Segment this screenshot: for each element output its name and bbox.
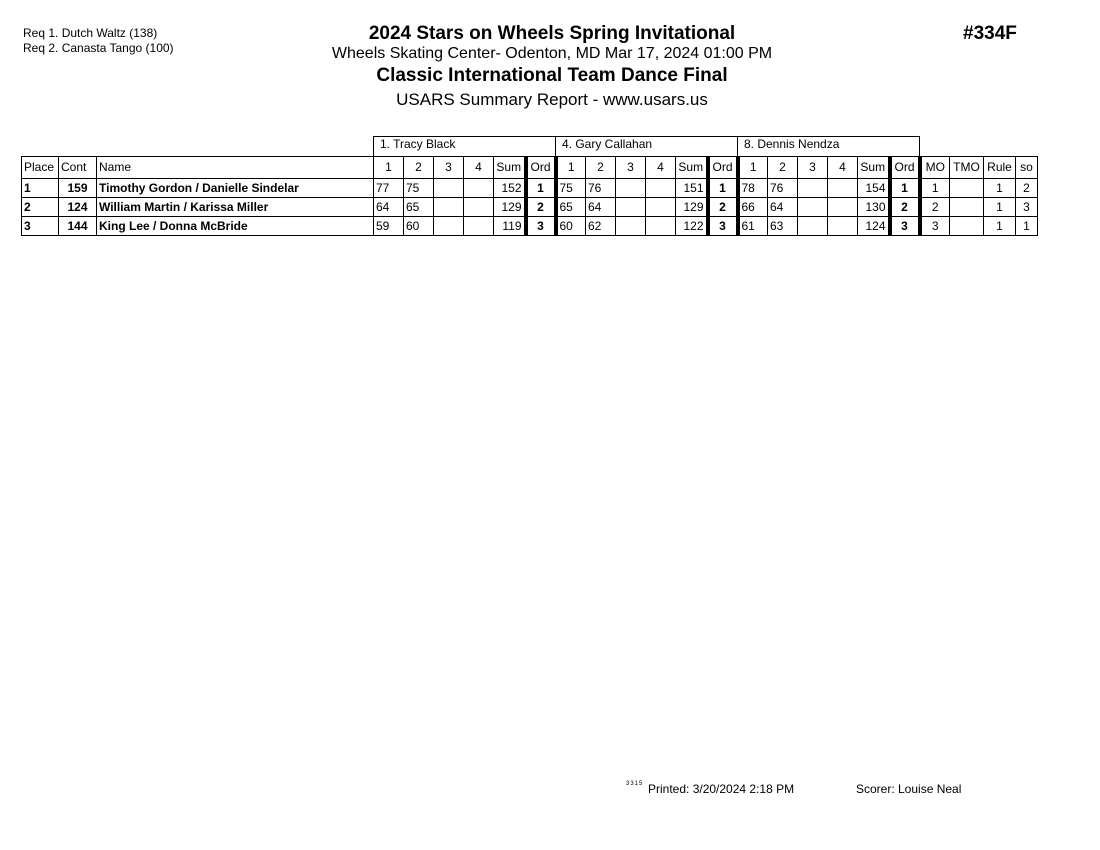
column-header-row — [22, 157, 1038, 179]
col-j3-sum: Sum — [858, 157, 890, 179]
scorer-name: Scorer: Louise Neal — [856, 782, 962, 796]
place-cell: 3 — [22, 217, 59, 236]
table-row — [22, 179, 1038, 198]
results-table — [21, 136, 1038, 236]
col-j2-score-3: 3 — [616, 157, 646, 179]
col-j1-sum: Sum — [494, 157, 526, 179]
score-cell: 64 — [374, 198, 404, 217]
score-cell — [828, 217, 858, 236]
place-cell: 1 — [22, 179, 59, 198]
sum-cell: 119 — [494, 217, 526, 236]
col-j1-score-3: 3 — [434, 157, 464, 179]
requirement-2: Req 2. Canasta Tango (100) — [23, 41, 174, 55]
mo-cell: 1 — [920, 179, 950, 198]
col-j1-ord: Ord — [526, 157, 556, 179]
requirement-1: Req 1. Dutch Waltz (138) — [23, 26, 158, 40]
judge-1-name: 1. Tracy Black — [374, 137, 556, 157]
event-title: Classic International Team Dance Final — [376, 65, 728, 86]
tmo-cell — [950, 217, 984, 236]
col-j3-score-2: 2 — [768, 157, 798, 179]
ord-cell: 3 — [526, 217, 556, 236]
score-cell — [616, 198, 646, 217]
printed-timestamp: Printed: 3/20/2024 2:18 PM — [648, 782, 795, 796]
sum-cell: 122 — [676, 217, 708, 236]
score-cell — [646, 217, 676, 236]
tmo-cell — [950, 179, 984, 198]
location-date: Wheels Skating Center- Odenton, MD Mar 17, 2024 01:00 PM — [331, 45, 773, 62]
col-cont: Cont — [59, 157, 97, 179]
col-rule: Rule — [984, 157, 1016, 179]
tmo-cell — [950, 198, 984, 217]
ord-cell: 2 — [526, 198, 556, 217]
so-cell: 2 — [1016, 179, 1038, 198]
col-j1-score-1: 1 — [374, 157, 404, 179]
ord-cell: 2 — [890, 198, 920, 217]
table-row — [22, 198, 1038, 217]
score-cell — [464, 198, 494, 217]
score-cell — [798, 179, 828, 198]
tiny-mark: 3315 — [626, 781, 644, 787]
sum-cell: 129 — [676, 198, 708, 217]
col-name: Name — [97, 157, 374, 179]
rule-cell: 1 — [984, 217, 1016, 236]
sum-cell: 152 — [494, 179, 526, 198]
score-cell — [434, 198, 464, 217]
judge-2-name: 4. Gary Callahan — [556, 137, 738, 157]
score-cell: 64 — [586, 198, 616, 217]
score-cell: 64 — [768, 198, 798, 217]
score-cell: 77 — [374, 179, 404, 198]
event-number: #334F — [963, 23, 1017, 44]
name-cell: William Martin / Karissa Miller — [97, 198, 374, 217]
score-cell — [646, 198, 676, 217]
competition-title: 2024 Stars on Wheels Spring Invitational — [368, 23, 736, 44]
col-j3-score-4: 4 — [828, 157, 858, 179]
so-cell: 3 — [1016, 198, 1038, 217]
ord-cell: 1 — [526, 179, 556, 198]
judge-header-row — [22, 137, 1038, 157]
score-cell — [434, 217, 464, 236]
cont-cell: 159 — [59, 179, 97, 198]
col-j2-score-2: 2 — [586, 157, 616, 179]
score-cell — [434, 179, 464, 198]
mo-cell: 2 — [920, 198, 950, 217]
judge-3-name: 8. Dennis Nendza — [738, 137, 920, 157]
col-so: so — [1016, 157, 1038, 179]
score-cell — [616, 217, 646, 236]
score-cell: 76 — [768, 179, 798, 198]
col-j1-score-4: 4 — [464, 157, 494, 179]
score-cell — [464, 217, 494, 236]
col-j2-score-4: 4 — [646, 157, 676, 179]
col-j1-score-2: 2 — [404, 157, 434, 179]
col-j2-sum: Sum — [676, 157, 708, 179]
score-cell — [616, 179, 646, 198]
place-cell: 2 — [22, 198, 59, 217]
score-cell: 75 — [404, 179, 434, 198]
col-place: Place — [22, 157, 59, 179]
score-cell: 78 — [738, 179, 768, 198]
col-j2-ord: Ord — [708, 157, 738, 179]
so-cell: 1 — [1016, 217, 1038, 236]
ord-cell: 2 — [708, 198, 738, 217]
col-mo: MO — [920, 157, 950, 179]
score-cell: 63 — [768, 217, 798, 236]
rule-cell: 1 — [984, 198, 1016, 217]
ord-cell: 3 — [708, 217, 738, 236]
col-tmo: TMO — [950, 157, 984, 179]
ord-cell: 1 — [890, 179, 920, 198]
mo-cell: 3 — [920, 217, 950, 236]
col-j3-score-3: 3 — [798, 157, 828, 179]
col-j2-score-1: 1 — [556, 157, 586, 179]
sum-cell: 129 — [494, 198, 526, 217]
sum-cell: 154 — [858, 179, 890, 198]
col-j3-score-1: 1 — [738, 157, 768, 179]
score-cell: 61 — [738, 217, 768, 236]
score-cell: 76 — [586, 179, 616, 198]
rule-cell: 1 — [984, 179, 1016, 198]
cont-cell: 124 — [59, 198, 97, 217]
sum-cell: 130 — [858, 198, 890, 217]
name-cell: King Lee / Donna McBride — [97, 217, 374, 236]
score-cell — [464, 179, 494, 198]
name-cell: Timothy Gordon / Danielle Sindelar — [97, 179, 374, 198]
table-row — [22, 217, 1038, 236]
score-cell: 62 — [586, 217, 616, 236]
ord-cell: 3 — [890, 217, 920, 236]
report-title: USARS Summary Report - www.usars.us — [396, 90, 708, 109]
sum-cell: 151 — [676, 179, 708, 198]
score-cell: 60 — [404, 217, 434, 236]
score-cell: 59 — [374, 217, 404, 236]
score-cell: 66 — [738, 198, 768, 217]
score-cell — [798, 217, 828, 236]
ord-cell: 1 — [708, 179, 738, 198]
cont-cell: 144 — [59, 217, 97, 236]
score-cell — [798, 198, 828, 217]
col-j3-ord: Ord — [890, 157, 920, 179]
score-cell — [646, 179, 676, 198]
score-cell: 65 — [556, 198, 586, 217]
score-cell: 60 — [556, 217, 586, 236]
sum-cell: 124 — [858, 217, 890, 236]
score-cell — [828, 179, 858, 198]
score-cell — [828, 198, 858, 217]
score-cell: 75 — [556, 179, 586, 198]
score-cell: 65 — [404, 198, 434, 217]
